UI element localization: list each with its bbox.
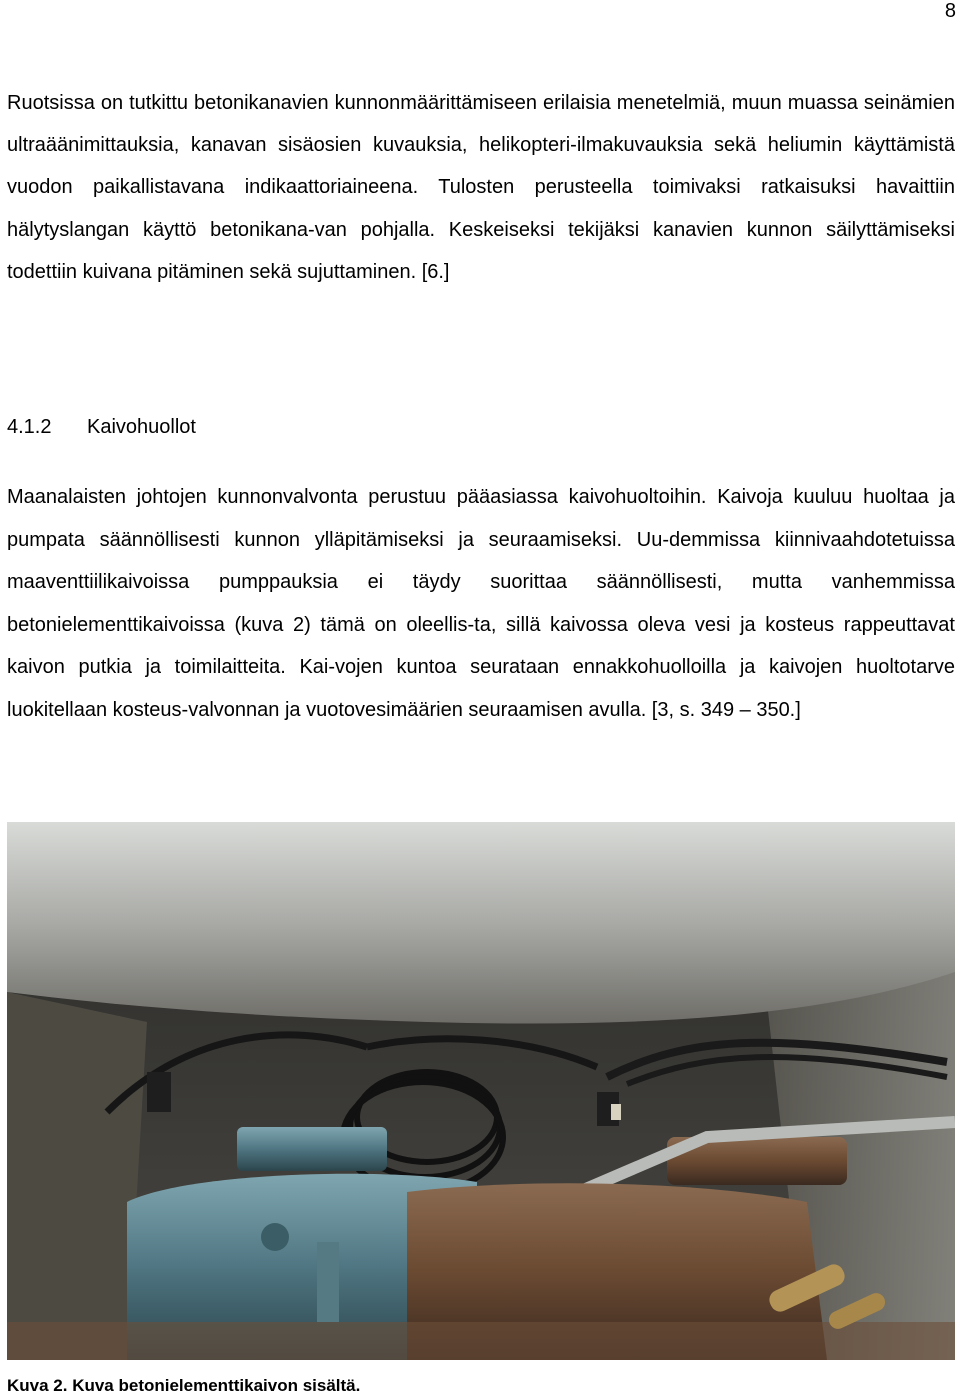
section-number: 4.1.2 [7, 416, 52, 438]
manhole-photo [7, 822, 955, 1360]
section-title: Kaivohuollot [87, 416, 196, 438]
section-heading [7, 406, 196, 448]
paragraph-intro: Ruotsissa on tutkittu betonikanavien kunnonmäärittämiseen erilaisia menetelmiä, muun muassa seinämien ultraäänimittauksia, kanavan sisäosien kuvauksia, helikopteri-ilmakuvauksia sekä heliumin käyttämistä vuodon paikallistavana indikaattoriaineena. Tulosten perusteella toimivaksi ratkaisuksi havaittiin hälytyslangan käyttö betonikana-van pohjalla. Keskeiseksi tekijäksi kanavien kunnon säilyttämiseksi todettiin kuivana pitäminen sekä sujuttaminen. [6.] [7, 92, 955, 283]
paragraph-maintenance: Maanalaisten johtojen kunnonvalvonta perustuu pääasiassa kaivohuoltoihin. Kaivoja kuuluu huoltaa ja pumpata säännöllisesti kunnon ylläpitämiseksi ja seuraamiseksi. Uu-demmissa kiinnivaahdotetuissa maaventtiilikaivoissa pumppauksia ei täydy suorittaa säännöllisesti, mutta vanhemmissa betonielementtikaivoissa (kuva 2) tämä on oleellis-ta, sillä kaivossa oleva vesi ja kosteus rappeuttavat kaivon putkia ja toimilaitteita. Kai-vojen kuntoa seurataan ennakkohuolloilla ja kaivojen huoltotarve luokitellaan kosteus-valvonnan ja vuotovesimäärien seuraamisen avulla. [3, s. 349 – 350.] [7, 486, 955, 721]
figure-caption: Kuva 2. Kuva betonielementtikaivon sisältä. [7, 1376, 361, 1395]
page-number: 8 [944, 0, 956, 22]
